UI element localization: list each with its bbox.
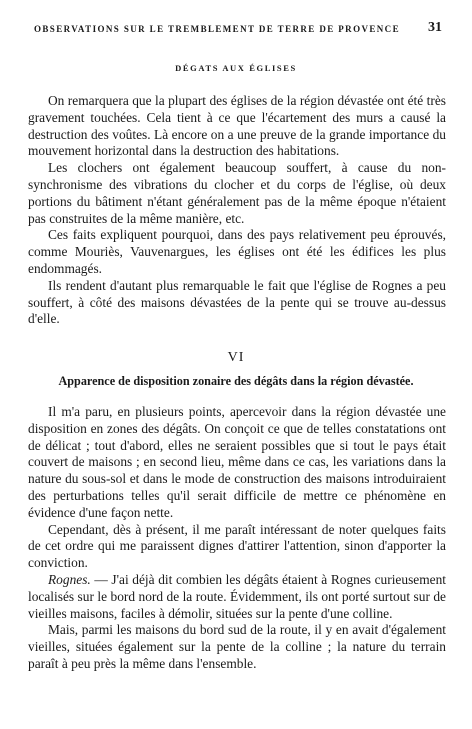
paragraph xyxy=(28,572,446,622)
place-name-rognes: Rognes. xyxy=(48,571,91,587)
chapter-body xyxy=(28,404,446,673)
chapter-number: VI xyxy=(227,350,245,365)
section-body xyxy=(28,93,446,328)
paragraph: Cependant, dès à présent, il me paraît intéressant de noter quelques faits de cet ordre qui me paraissent dignes d'attirer l'attention, sinon d'apporter la conviction. xyxy=(28,521,446,571)
paragraph: Ils rendent d'autant plus remarquable le fait que l'église de Rognes a peu souffert, à côté des maisons dévastées de la pente qui se trouve au-dessus d'elle. xyxy=(28,277,446,327)
paragraph: Les clochers ont également beaucoup souffert, à cause du non-synchronisme des vibrations du clocher et du corps de l'église, où deux portions du bâtiment n'étant généralement pas de la même époque n'étaient pas construites de la même manière, etc. xyxy=(28,160,446,226)
chapter-title: Apparence de disposition zonaire des dégâts dans la région dévastée. xyxy=(58,374,414,388)
section-heading: DÉGATS AUX ÉGLISES xyxy=(175,63,297,73)
running-title: OBSERVATIONS SUR LE TREMBLEMENT DE TERRE DE PROVENCE xyxy=(34,24,400,34)
page-number: 31 xyxy=(428,20,442,35)
paragraph: Il m'a paru, en plusieurs points, apercevoir dans la région dévastée une disposition en zones des dégâts. On conçoit ce que de telles constatations ont de délicat ; tout d'abord, elles ne seraient possibles que si tout le pays était couvert de maisons ; en second lieu, même dans ce cas, les variations dans la nature du sous-sol et dans le mode de construction des maisons introduiraient des perturbations telles qu'il serait difficile de mettre ce phénomène en évidence d'une façon nette. xyxy=(28,404,446,520)
paragraph-text: — J'ai déjà dit combien les dégâts étaient à Rognes curieusement localisés sur le bord nord de la route. Évidemment, ils ont porté surtout sur de vieilles maisons, faciles à démolir, situées sur la pente d'une colline. xyxy=(28,571,446,621)
paragraph: Mais, parmi les maisons du bord sud de la route, il y en avait d'également vieilles, situées également sur la pente de la colline ; la nature du terrain paraît à peu près la même dans l'ensemble. xyxy=(28,622,446,671)
paragraph: Ces faits expliquent pourquoi, dans des pays relativement peu éprouvés, comme Mouriès, Vauvenargues, les églises ont été les édifices les plus endommagés. xyxy=(28,227,446,276)
paragraph: On remarquera que la plupart des églises de la région dévastée ont été très gravement touchées. Cela tient à ce que l'écartement des murs a causé la destruction des voûtes. Là encore on a une preuve de la grande importance du mouvement horizontal dans la destruction des habitations. xyxy=(28,93,446,159)
